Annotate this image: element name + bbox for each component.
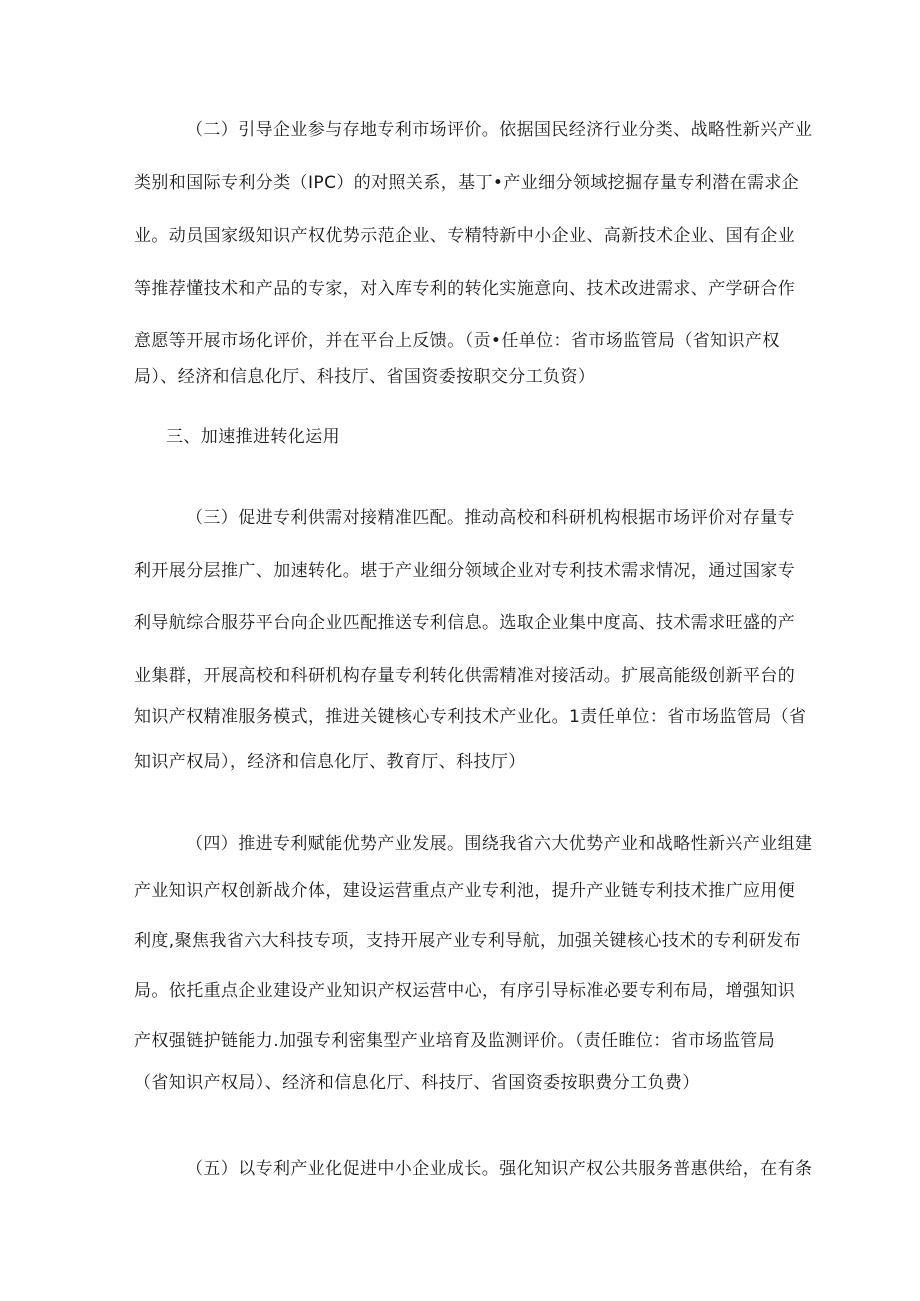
paragraph-2-line-5: 意愿等开展市场化评价，并在平台上反馈。（贡•任单位：省市场监管局（省知识产权 [134,331,780,351]
paragraph-3-line-5: 知识产权精准服务模式，推进关键核心专利技术产业化。1责任单位：省市场监管局（省 [134,707,807,727]
paragraph-4-line-6: （省知识产权局）、经济和信息化厅、科技厅、省国资委按职费分工负费） [134,1073,700,1093]
paragraph-4-line-1: （四）推进专利赋能优势产业发展。围绕我省六大优势产业和战略性新兴产业组建 [186,834,813,854]
paragraph-2-line-2: 类别和国际专利分类（IPC）的对照关系，基丁•产业细分领域挖掘存量专利潜在需求企 [134,173,800,193]
paragraph-4-line-3: 利度,聚焦我省六大科技专项，支持开展产业专利导航，加强关键核心技术的专利研发布 [134,931,802,951]
paragraph-3-line-6: 知识产权局），经济和信息化厅、教育厅、科技厅） [134,752,526,772]
paragraph-3-line-2: 利开展分层推广、加速转化。堪于产业细分领域企业对专利技术需求情况，通过国家专 [134,561,796,581]
paragraph-5-line-1: （五）以专利产业化促进中小企业成长。强化知识产权公共服务普惠供给，在有条 [186,1159,813,1179]
paragraph-2-line-1: （二）引导企业参与存地专利市场评价。依据国民经济行业分类、战略性新兴产业 [186,120,813,140]
paragraph-2-line-3: 业。动员国家级知识产权优势示范企业、专精特新中小企业、高新技术企业、国有企业 [134,226,796,246]
paragraph-4-line-4: 局。依托重点企业建设产业知识产权运营中心，有序引导标准必要专利布局，增强知识 [134,981,796,1001]
paragraph-3-line-1: （三）促进专利供需对接精准匹配。推动高校和科研机构根据市场评价对存量专 [186,508,795,528]
paragraph-4-line-5: 产权强链护链能力.加强专利密集型产业培育及监测评价。（责任睢位：省市场监管局 [134,1031,776,1051]
section-heading-3: 三、加速推进转化运用 [166,427,340,447]
paragraph-4-line-2: 产业知识产权创新战介体，建设运营重点产业专利池，提升产业链专利技术推广应用便 [134,881,796,901]
paragraph-2-line-4: 等推荐懂技术和产品的专家，对入库专利的转化实施意向、技术改进需求、产学研合作 [134,279,796,299]
paragraph-3-line-4: 业集群，开展高校和科研机构存量专利转化供需精准对接活动。扩展高能级创新平台的 [134,666,796,686]
paragraph-2-line-6: 局）、经济和信息化厅、科技厅、省国资委按职交分工负资） [134,367,596,387]
paragraph-3-line-3: 利导航综合服芬平台向企业匹配推送专利信息。选取企业集中度高、技术需求旺盛的产 [134,613,796,633]
